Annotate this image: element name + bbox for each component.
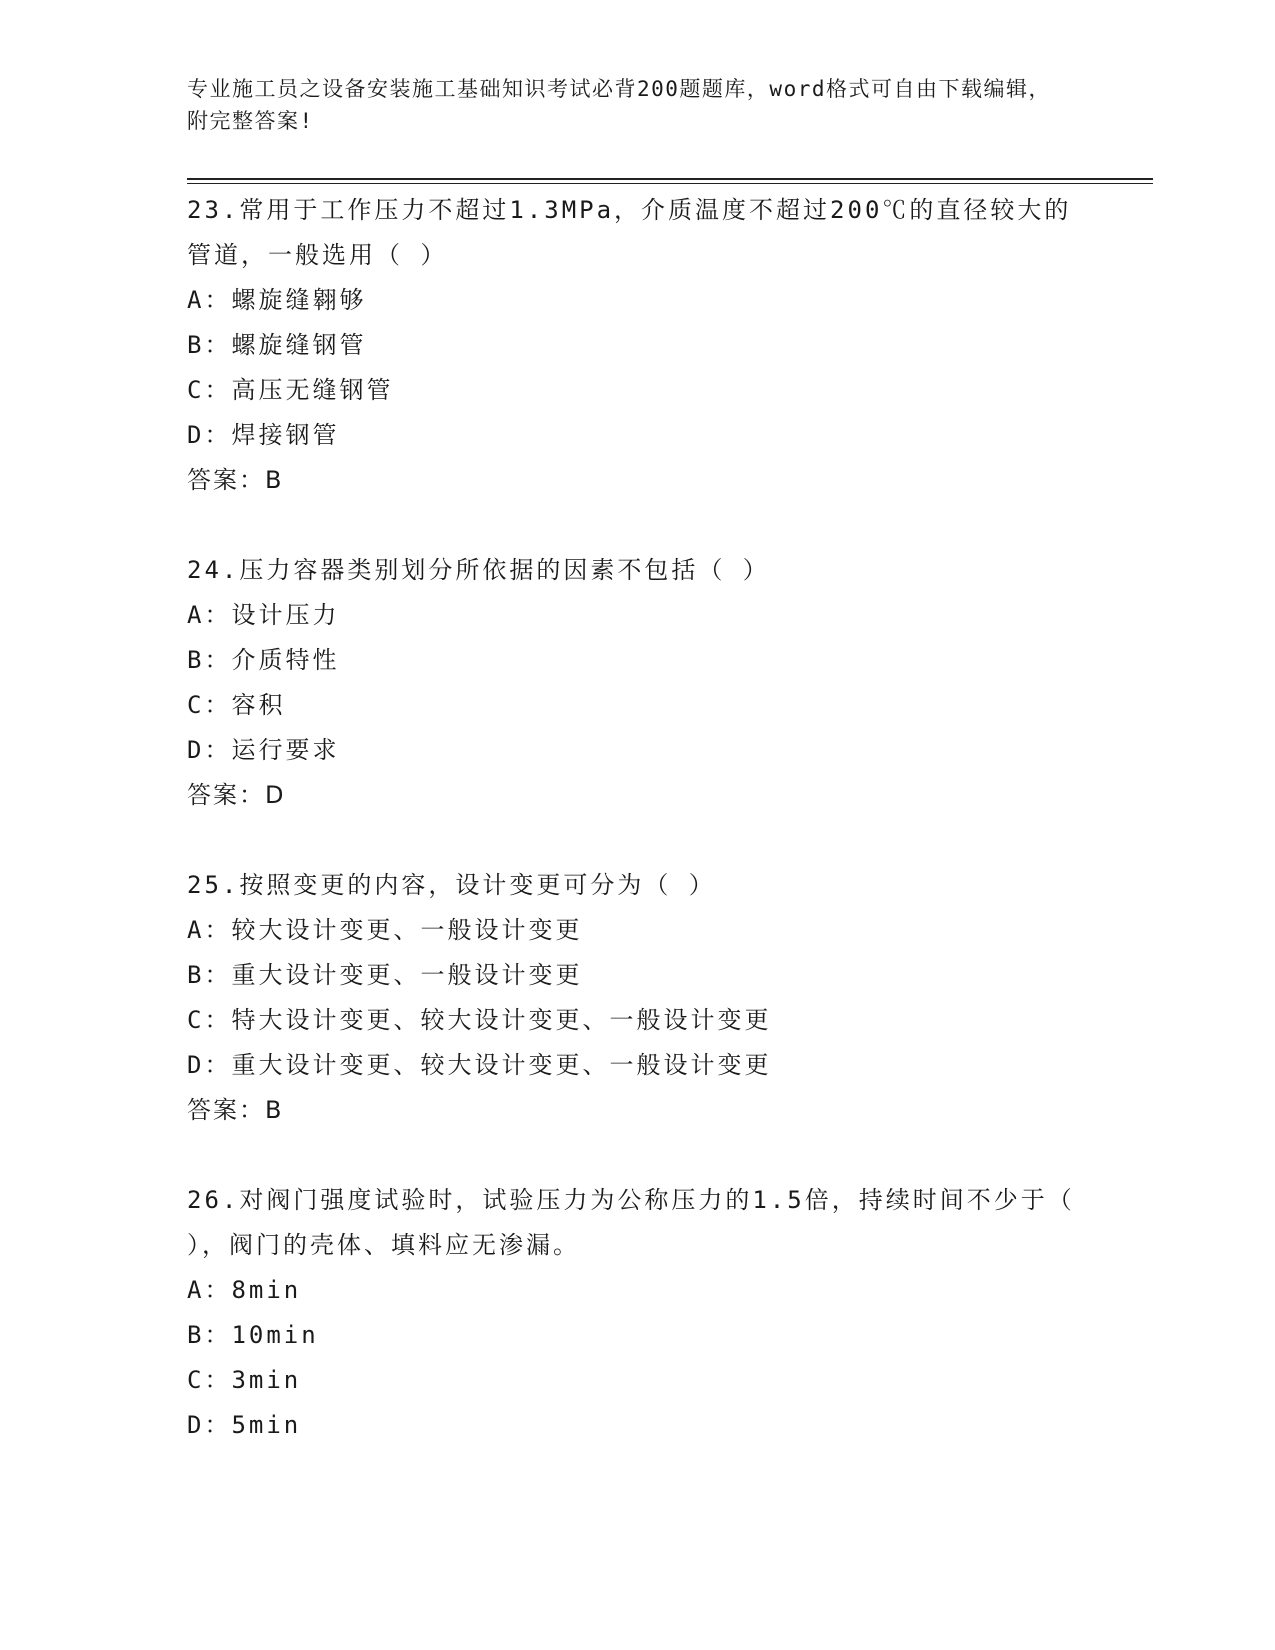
answer: 答案：D [187,781,286,809]
question-26 [187,1178,1087,1448]
option-d: D：运行要求 [187,736,340,764]
question-text: 25.按照变更的内容，设计变更可分为（ ） [187,871,716,899]
question-list [187,188,1087,1493]
option-b: B：介质特性 [187,646,340,674]
question-text: 24.压力容器类别划分所依据的因素不包括（ ） [187,556,770,584]
option-b: B：重大设计变更、一般设计变更 [187,961,583,989]
option-b: B：10min [187,1321,319,1349]
option-d: D：重大设计变更、较大设计变更、一般设计变更 [187,1051,772,1079]
document-title: 专业施工员之设备安装施工基础知识考试必背200题题库，word格式可自由下载编辑，附完整答案! [187,77,1051,133]
question-25 [187,863,1087,1133]
question-text: 23.常用于工作压力不超过1.3MPa，介质温度不超过200℃的直径较大的管道，一般选用（ ） [187,196,1072,269]
option-b: B：螺旋缝钢管 [187,331,367,359]
option-d: D：5min [187,1411,302,1439]
question-23 [187,188,1087,503]
answer: 答案：B [187,466,284,494]
option-d: D：焊接钢管 [187,421,340,449]
option-c: C：3min [187,1366,302,1394]
option-c: C：高压无缝钢管 [187,376,394,404]
answer: 答案：B [187,1096,284,1124]
option-a: A：较大设计变更、一般设计变更 [187,916,583,944]
header-divider [187,178,1153,184]
option-c: C：容积 [187,691,286,719]
option-a: A：螺旋缝翱够 [187,286,367,314]
option-a: A：8min [187,1276,302,1304]
question-text: 26.对阀门强度试验时，试验压力为公称压力的1.5倍，持续时间不少于（ ），阀门的壳体、填料应无渗漏。 [187,1186,1075,1259]
question-24 [187,548,1087,818]
option-c: C：特大设计变更、较大设计变更、一般设计变更 [187,1006,772,1034]
option-a: A：设计压力 [187,601,340,629]
